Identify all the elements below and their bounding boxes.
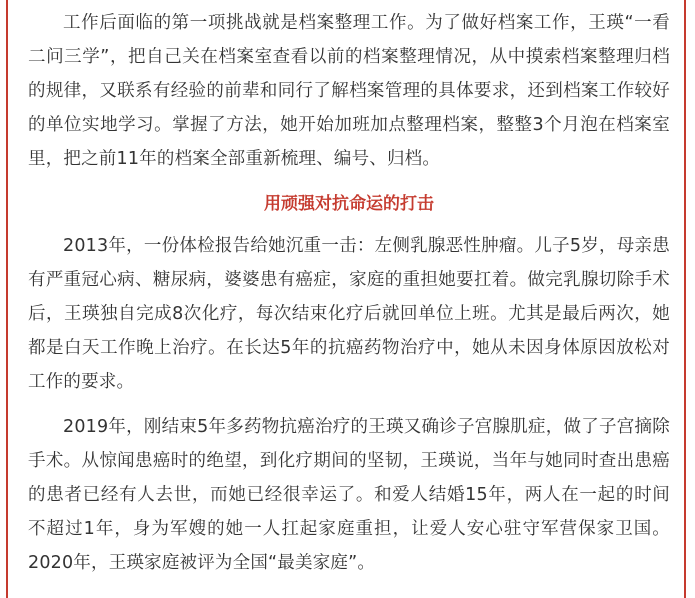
article-body <box>28 6 670 580</box>
paragraph-family: 2019年，刚结束5年多药物抗癌治疗的王瑛又确诊子宫腺肌症，做了子宫摘除手术。从惊闻患癌时的绝望，到化疗期间的坚韧，王瑛说，当年与她同时查出患癌的患者已经有人去世，而她已经很幸运了。和爱人结婚15年，两人在一起的时间不超过1年，身为军嫂的她一人扛起家庭重担，让爱人安心驻守军营保家卫国。2020年，王瑛家庭被评为全国“最美家庭”。 <box>28 417 670 573</box>
section-heading: 用顽强对抗命运的打击 <box>264 194 434 214</box>
paragraph-cancer-diagnosis: 2013年，一份体检报告给她沉重一击：左侧乳腺恶性肿瘤。儿子5岁，母亲患有严重冠心病、糖尿病，婆婆患有癌症，家庭的重担她要扛着。做完乳腺切除手术后，王瑛独自完成8次化疗，每次结束化疗后就回单位上班。尤其是最后两次，她都是白天工作晚上治疗。在长达5年的抗癌药物治疗中，她从未因身体原因放松对工作的要求。 <box>28 236 670 392</box>
paragraph-archive-work: 工作后面临的第一项挑战就是档案整理工作。为了做好档案工作，王瑛“一看二问三学”，把自己关在档案室查看以前的档案整理情况，从中摸索档案整理归档的规律，又联系有经验的前辈和同行了解档案管理的具体要求，还到档案工作较好的单位实地学习。掌握了方法，她开始加班加点整理档案，整整3个月泡在档案室里，把之前11年的档案全部重新梳理、编号、归档。 <box>28 13 670 169</box>
